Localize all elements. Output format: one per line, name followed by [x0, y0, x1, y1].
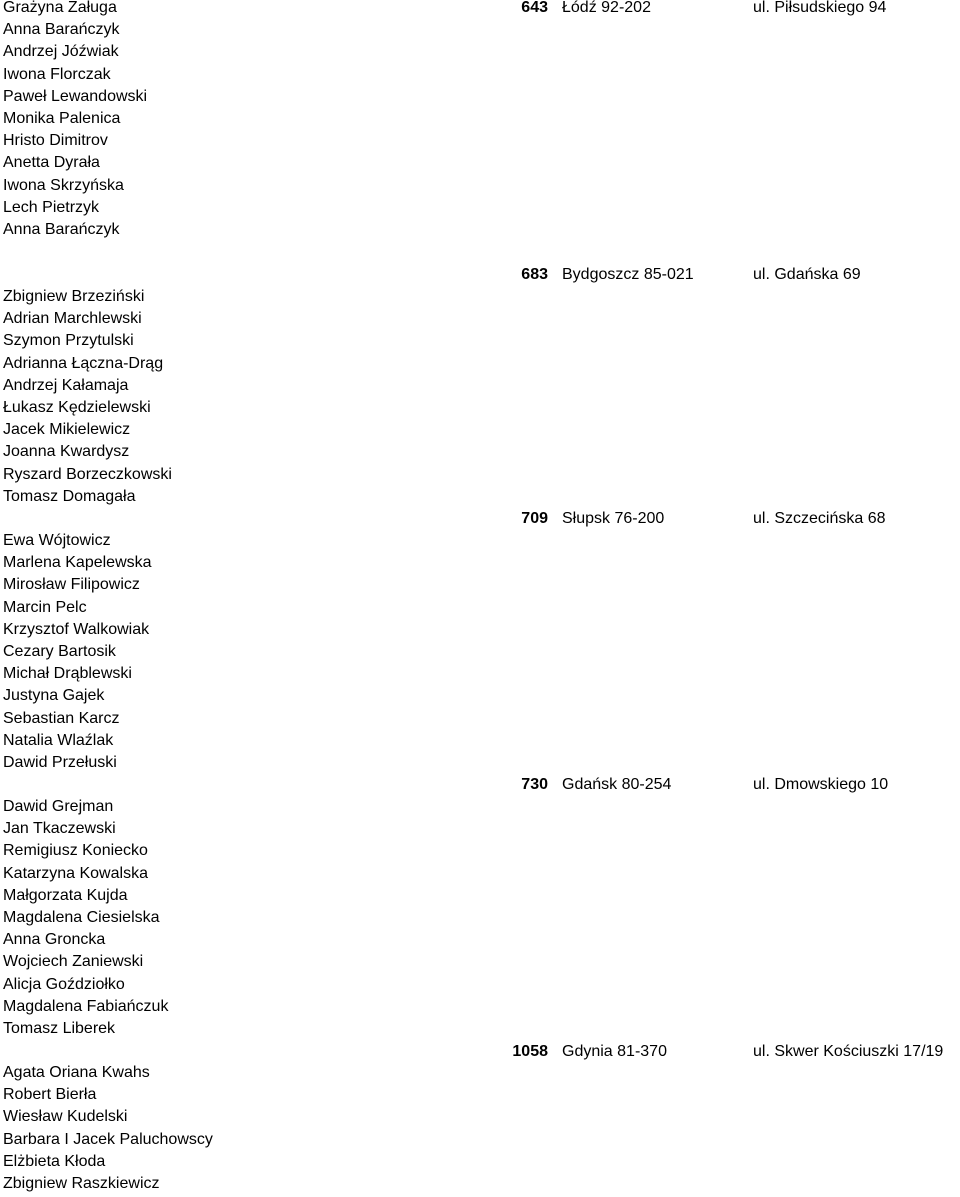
person-name: Anna Barańczyk [3, 221, 120, 238]
person-name: Magdalena Ciesielska [3, 909, 160, 926]
entry-city: Słupsk 76-200 [562, 510, 665, 527]
address-entry [0, 0, 960, 19]
address-entry [0, 1041, 960, 1063]
person-name: Barbara I Jacek Paluchowscy [3, 1130, 213, 1148]
person-name: Elżbieta Kłoda [3, 1152, 106, 1170]
person-name: Monika Palenica [3, 110, 121, 127]
person-name: Tomasz Liberek [3, 1020, 116, 1037]
person-name: Zbigniew Brzeziński [3, 288, 145, 305]
person-name: Adrianna Łączna-Drąg [3, 354, 164, 372]
entry-street: ul. Szczecińska 68 [753, 510, 886, 527]
entry-city: Gdańsk 80-254 [562, 776, 672, 793]
person-name: Hristo Dimitrov [3, 132, 108, 150]
person-name: Szymon Przytulski [3, 332, 134, 350]
entry-city: Gdynia 81-370 [562, 1043, 667, 1060]
person-name: Magdalena Fabiańczuk [3, 997, 169, 1015]
address-entry [0, 774, 960, 796]
person-name: Wiesław Kudelski [3, 1108, 128, 1126]
person-name: Iwona Skrzyńska [3, 176, 124, 194]
person-name: Anetta Dyrała [3, 154, 100, 172]
person-name: Anna Barańczyk [3, 21, 120, 39]
person-name: Dawid Grejman [3, 798, 114, 815]
person-name: Wojciech Zaniewski [3, 953, 144, 971]
person-name: Marlena Kapelewska [3, 554, 152, 572]
entry-street: ul. Dmowskiego 10 [753, 776, 889, 793]
person-name: Grażyna Załuga [3, 0, 117, 16]
entry-city: Bydgoszcz 85-021 [562, 266, 694, 283]
person-name: Natalia Wlaźlak [3, 731, 114, 749]
person-name: Małgorzata Kujda [3, 886, 128, 904]
person-name: Jan Tkaczewski [3, 820, 116, 838]
person-name: Remigiusz Koniecko [3, 842, 148, 860]
person-name: Łukasz Kędzielewski [3, 399, 151, 416]
person-name: Paweł Lewandowski [3, 87, 148, 105]
person-name: Mirosław Filipowicz [3, 576, 140, 594]
person-name: Alicja Goździołko [3, 975, 125, 993]
person-name: Andrzej Jóźwiak [3, 43, 119, 61]
person-name: Ryszard Borzeczkowski [3, 465, 172, 483]
person-name: Lech Pietrzyk [3, 198, 100, 216]
address-entry [0, 508, 960, 530]
person-name: Zbigniew Raszkiewicz [3, 1175, 160, 1192]
person-name: Krzysztof Walkowiak [3, 620, 150, 638]
entry-street: ul. Piłsudskiego 94 [753, 0, 887, 16]
entry-street: ul. Skwer Kościuszki 17/19 [753, 1043, 944, 1060]
entry-number: 1058 [512, 1043, 548, 1060]
person-name: Dawid Przełuski [3, 754, 117, 771]
person-name: Michał Drąblewski [3, 665, 132, 683]
entry-number: 643 [521, 0, 548, 16]
person-name: Iwona Florczak [3, 65, 111, 83]
person-name: Justyna Gajek [3, 687, 105, 705]
person-name: Robert Bierła [3, 1086, 97, 1104]
person-name: Tomasz Domagała [3, 487, 136, 505]
person-name: Joanna Kwardysz [3, 443, 130, 461]
person-name: Agata Oriana Kwahs [3, 1064, 150, 1081]
entry-street: ul. Gdańska 69 [753, 266, 861, 283]
entry-city: Łódź 92-202 [562, 0, 651, 16]
address-entry [0, 264, 960, 286]
person-name: Cezary Bartosik [3, 643, 116, 660]
person-name: Jacek Mikielewicz [3, 421, 131, 439]
person-name: Ewa Wójtowicz [3, 532, 111, 549]
person-name: Andrzej Kałamaja [3, 376, 129, 394]
person-name: Anna Groncka [3, 931, 106, 949]
person-name: Katarzyna Kowalska [3, 864, 148, 882]
person-name: Sebastian Karcz [3, 709, 120, 727]
person-name: Adrian Marchlewski [3, 310, 142, 328]
entry-number: 730 [521, 776, 548, 793]
entry-number: 683 [521, 266, 548, 283]
entry-number: 709 [521, 510, 548, 527]
person-name: Marcin Pelc [3, 598, 87, 616]
